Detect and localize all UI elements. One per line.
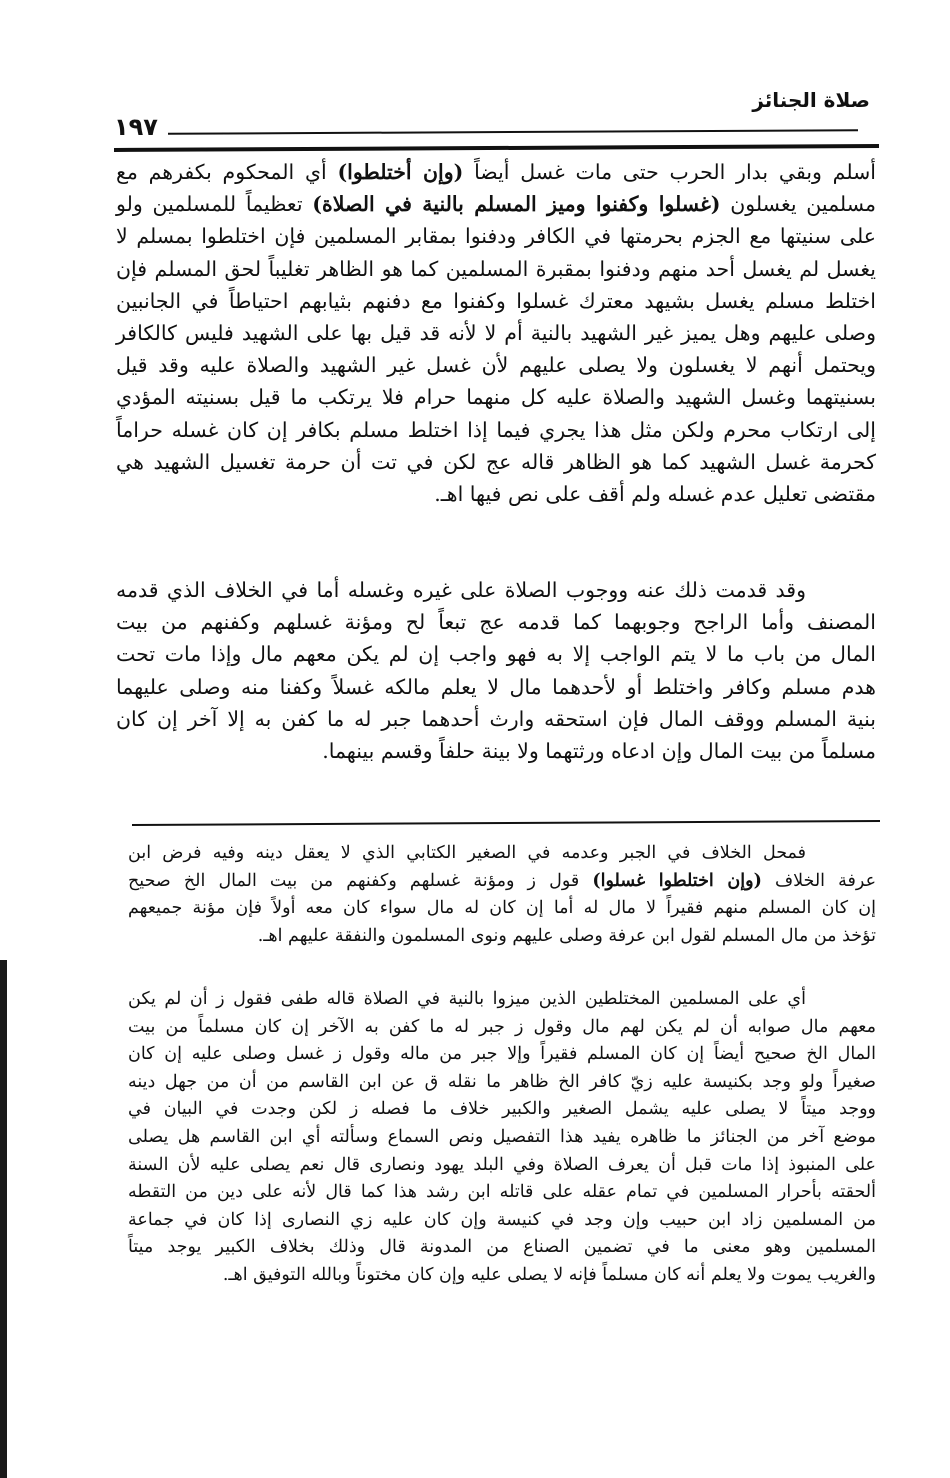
- text-segment: موضع آخر من الجنائز ما ظاهره يفيد هذا التفصيل ونص السماع وسألته أي ابن القاسم هل يصلى: [128, 1127, 876, 1147]
- footnote-separator: [132, 820, 880, 826]
- text-segment: على المنبوذ إذا مات قبل أن يعرف الصلاة وفي البلد يهود ونصارى قال نعم يصلى عليه لأن السنة: [128, 1154, 876, 1175]
- text-line: [116, 675, 876, 699]
- text-line: [116, 578, 876, 602]
- text-segment: تؤخذ من مال المسلم لقول ابن عرفة وصلى عليهم ونوى المسلمون والنفقة عليهم اهـ.: [257, 925, 876, 946]
- text-segment: بنية المسلم ووقف المال فإن استحقه وارث أحدهما جبر له ما كفن به إلا آخر إن كان: [116, 706, 876, 731]
- text-line: [128, 926, 876, 946]
- text-line: [128, 843, 876, 863]
- text-line: [128, 898, 876, 918]
- text-segment: إلى ارتكاب محرم ولكن مثل هذا يجري فيما إذا اختلط مسلم بكافر إن كان غسله حراماً: [116, 417, 876, 442]
- text-line: [128, 1127, 876, 1147]
- text-line: [128, 1099, 876, 1119]
- text-segment: مسلمين يغسلون: [720, 192, 876, 217]
- text-segment: المسلمين وهو معنى ما في تضمين الصناع من المدونة قال وذلك بخلاف الكبير يوجد ميتاً: [128, 1237, 876, 1258]
- text-line: [116, 192, 876, 216]
- text-segment: والغريب يموت ولا يعلم أنه كان مسلماً فإنه لا يصلى عليه وإن كان مختوناً وبالله التوفيق اهـ.: [222, 1265, 876, 1285]
- bold-quote: (وإن اختلطوا غسلوا): [592, 870, 762, 891]
- text-segment: مسلماً من بيت المال وإن ادعاه ورثتهما ولا بينة حلفاً وقسم بينهما.: [322, 739, 876, 763]
- text-segment: على سنيتها مع الجزم بحرمتها في الكافر ودفنوا بمقابر المسلمين فإن اختلطوا بمسلم لا: [116, 224, 876, 249]
- text-line: [128, 1237, 876, 1257]
- text-line: [128, 1044, 876, 1064]
- text-line: [128, 1265, 876, 1285]
- header-thick-rule: [114, 144, 879, 152]
- text-line: [116, 160, 876, 184]
- text-segment: وقد قدمت ذلك عنه ووجوب الصلاة على غيره وغسله أما في الخلاف الذي قدمه: [116, 578, 806, 602]
- text-line: [116, 321, 876, 345]
- text-segment: اختلط مسلم يغسل بشيهد معترك غسلوا وكفنوا مع دفنهم بثيابهم احتياطاً في الجانبين: [116, 288, 876, 313]
- text-segment: المصنف وأما الراجح وجوبهما كما قدمه عج تبعاً لح ومؤنة غسلهم وكفنهم من بيت: [116, 610, 876, 635]
- text-segment: إن كان المسلم منهم فقيراً لا مال له أما إن كان له مال سواء كان معه أولاً فإن مؤنة جميعهم: [128, 898, 876, 919]
- bold-quote: (وإن أختلطوا): [337, 160, 464, 184]
- text-line: [128, 1155, 876, 1175]
- text-line: [128, 1072, 876, 1092]
- text-line: [128, 1182, 876, 1202]
- running-title: صلاة الجنائز: [752, 88, 870, 112]
- text-line: [116, 289, 876, 313]
- text-segment: بسنيتهما وغسل الشهيد والصلاة عليه كل منهما حرام فلا يرتكب ما قيل بسنيته المؤدي: [116, 385, 876, 410]
- text-segment: أي على المسلمين المختلطين الذين ميزوا بالنية في الصلاة قاله طفى فقول ز أن لم يكن: [128, 989, 806, 1009]
- text-segment: فمحل الخلاف في الجبر وعدمه في الصغير الكتابي الذي لا يعقل دينه وفيه فرض ابن: [128, 843, 806, 863]
- text-line: [116, 739, 876, 763]
- text-segment: تعظيماً للمسلمين ولو: [116, 192, 313, 217]
- text-segment: ألحقته بأحرار المسلمين في تمام عقله على قاتله ابن رشد هذا كما قال لأنه على دين من التقطه: [128, 1182, 876, 1203]
- text-line: [116, 482, 876, 506]
- text-segment: المال من باب ما لا يتم الواجب إلا به فهو واجب إن لم يكن معهم مال وإذا مات تحت: [116, 642, 876, 667]
- text-line: [116, 257, 876, 281]
- text-line: [116, 385, 876, 409]
- text-segment: أي المحكوم بكفرهم مع: [116, 160, 338, 184]
- text-line: [116, 224, 876, 248]
- text-segment: ويحتمل أنهم لا يغسلون ولا يصلى عليهم لأن غسل غير الشهيد والصلاة عليه وقد قيل: [116, 353, 876, 378]
- text-line: [116, 353, 876, 377]
- text-segment: مقتضى تعليل عدم غسله ولم أقف على نص فيها اهـ.: [434, 482, 876, 506]
- header-rule: [168, 129, 858, 135]
- text-segment: ووجد ميتاً لا يصلى عليه يشمل الصغير والكبير خلاف ما فصله ز لكن وجدت في البيان في: [128, 1099, 876, 1120]
- text-line: [128, 989, 876, 1009]
- text-line: [116, 418, 876, 442]
- scan-edge: [0, 960, 7, 1478]
- text-segment: صغيراً ولو وجد بكنيسة عليه زيّ كافر الخ ظاهر ما نقله ق عن ابن القاسم من أن من جهل دينه: [128, 1071, 876, 1092]
- text-segment: كحرمة غسل الشهيد كما هو الظاهر قاله عج لكن في تت أن حرمة تغسيل الشهيد هي: [116, 449, 876, 474]
- text-line: [116, 610, 876, 634]
- text-segment: وصلى عليهم وهل يميز غير الشهيد بالنية أم لا لأنه قد قيل بها على الشهيد فليس كالكافر: [116, 321, 876, 345]
- text-line: [116, 707, 876, 731]
- text-line: [128, 1017, 876, 1037]
- text-line: [128, 871, 876, 891]
- text-segment: عرفة الخلاف: [761, 870, 877, 891]
- text-segment: قول ز ومؤنة غسلهم وكفنهم من بيت المال الخ صحيح: [128, 870, 593, 891]
- text-segment: أسلم وبقي بدار الحرب حتى مات غسل أيضاً: [463, 160, 876, 184]
- text-line: [128, 1210, 876, 1230]
- text-line: [116, 642, 876, 666]
- text-segment: المال الخ صحيح أيضاً إن كان المسلم فقيراً وإلا جبر من ماله وقول ز غسل وصلى عليه إن كان: [128, 1044, 876, 1065]
- text-line: [116, 450, 876, 474]
- text-segment: من المسلمين زاد ابن حبيب وإن وجد في كنيسة وإن كان عليه زي النصارى إذا كان في جماعة: [128, 1209, 876, 1230]
- text-segment: يغسل لم يغسل أحد منهم ودفنوا بمقبرة المسلمين كما هو الظاهر تغليباً لحق المسلم فإن: [116, 256, 876, 281]
- bold-quote: (غسلوا وكفنوا وميز المسلم بالنية في الصلاة): [312, 192, 721, 217]
- text-segment: هدم مسلم وكافر واختلط أو لأحدهما مال لا يعلم مالكه غسلاً وكفنا منه وصلى عليهما: [116, 674, 876, 699]
- text-segment: معهم مال صوابه أن لم يكن لهم مال وقول ز جبر له ما كفن به الآخر إن كان مسلماً من بيت: [128, 1016, 876, 1037]
- page-number: ١٩٧: [114, 113, 158, 141]
